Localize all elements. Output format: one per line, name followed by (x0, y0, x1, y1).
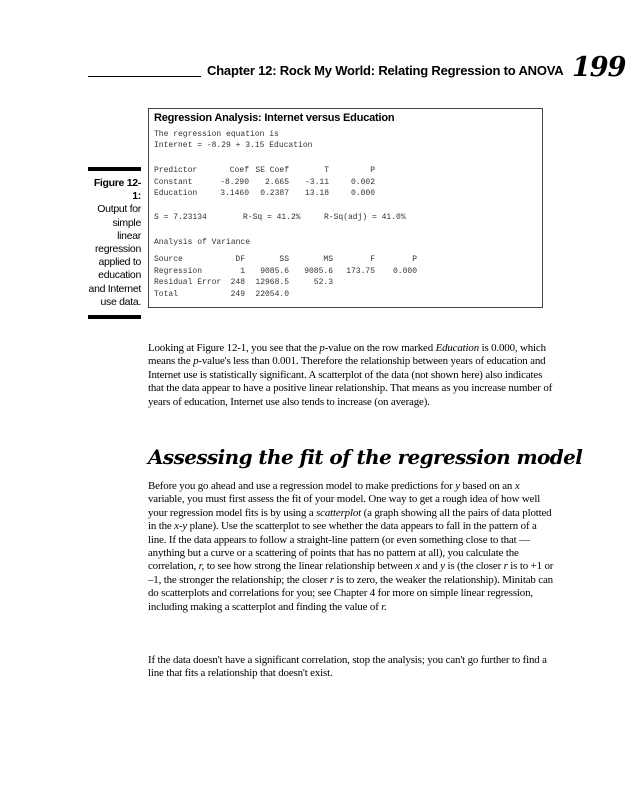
regression-equation: Internet = -8.29 + 3.15 Education (154, 141, 313, 150)
italic-run: y (440, 560, 445, 573)
table-cell: 3.1460 (220, 189, 249, 198)
paragraph-stop-analysis: If the data doesn't have a significant correlation, stop the analysis; you can't go further to find a line that fits a relationship that doesn't exist. (148, 654, 547, 680)
table-cell: 13.18 (304, 189, 329, 198)
table-cell: 248 (230, 278, 245, 287)
table-cell: 2.665 (264, 178, 289, 187)
table-cell: 249 (230, 290, 245, 299)
table-cell: -8.290 (220, 178, 249, 187)
table-cell: 0.000 (350, 189, 375, 198)
figure-title: Regression Analysis: Internet versus Education (154, 112, 395, 124)
figure-caption (88, 167, 141, 319)
table-cell: 0.2387 (260, 189, 289, 198)
paragraph-fit-assessment (148, 480, 555, 614)
df-header: DF (235, 255, 245, 264)
table-cell: 173.75 (346, 267, 375, 276)
table-cell: Regression (154, 267, 203, 276)
italic-run: scatterplot (316, 506, 362, 519)
text-run: to see how strong the linear relationship between (204, 560, 416, 573)
text-run: Before you go ahead and use a regression model to make predictions for (148, 480, 456, 492)
text-run: based on an (459, 480, 515, 492)
p-header: P (412, 255, 417, 264)
text-run: Looking at Figure 12-1, you see that the (148, 342, 320, 354)
p-header: P (370, 166, 375, 175)
text-run: is 0.000, which means the (148, 342, 546, 368)
italic-run: x (415, 560, 420, 573)
table-cell: Total (154, 290, 179, 299)
table-cell: Residual Error (154, 278, 222, 287)
italic-run: y (455, 480, 460, 492)
table-cell: 0.002 (350, 178, 375, 187)
table-cell: 0.000 (392, 267, 417, 276)
text-run: is to +1 or –1, the stronger the relationship; the closer (148, 560, 554, 586)
table-cell: 22054.0 (255, 290, 289, 299)
table-cell: 9085.6 (304, 267, 333, 276)
italic-run: p (319, 342, 325, 354)
italic-run: p (193, 355, 199, 368)
regression-output-figure (148, 108, 543, 308)
table-cell: -3.11 (304, 178, 329, 187)
text-run: is (the closer (444, 560, 504, 573)
r-sq-adj-value: R-Sq(adj) = 41.0% (324, 213, 406, 222)
f-header: F (370, 255, 375, 264)
italic-run: r, (198, 560, 205, 573)
ss-header: SS (279, 255, 289, 264)
italic-run: x (514, 480, 520, 492)
text-run: (a graph showing all the pairs of data plotted in the (148, 506, 552, 533)
italic-run: Education (435, 342, 479, 354)
table-cell: 52.3 (313, 278, 333, 287)
caption-label: Figure 12-1: (93, 177, 141, 203)
italic-run: x-y (174, 520, 188, 533)
caption-text: Output for simple linear regression applied to education and Internet use data. (88, 203, 141, 308)
predictor-header: Predictor (154, 166, 198, 175)
text-run: -value's less than 0.001. Therefore the relationship between years of education and Internet use is statistically significant. A scatterplot of the data (not shown here) also indicates that the data appear to have a positive linear relationship. That means as you increase number of years of education, Internet use also tends to increase (on average). (148, 355, 553, 408)
r-sq-value: R-Sq = 41.2% (243, 213, 301, 222)
text-run: is to zero, the weaker the relationship). Minitab can do scatterplots and correlations for you; see Chapter 4 for more on simple linear regression, including making a scatterplot and finding the value of (148, 573, 553, 613)
table-cell: Education (154, 189, 198, 198)
table-cell: 9085.6 (260, 267, 289, 276)
text-run: plane). Use the scatterplot to see whether the data appears to fall in the pattern of a line. If the data appears to follow a straight-line pattern (or even something close to that — anything but a curve or a scattering of points that has no pattern at all), you calculate the correlation, (148, 520, 537, 573)
page-number: 199 (572, 52, 626, 83)
se-coef-header: SE Coef (255, 166, 289, 175)
text-run: -value on the row marked (324, 342, 436, 354)
table-cell: 12968.5 (255, 278, 289, 287)
caption-bottom-bar (88, 315, 141, 319)
table-cell: Constant (154, 178, 193, 187)
coef-header: Coef (229, 166, 249, 175)
anova-title: Analysis of Variance (154, 238, 251, 247)
ms-header: MS (323, 255, 333, 264)
equation-intro: The regression equation is (154, 130, 279, 139)
source-header: Source (154, 255, 183, 264)
table-cell: 1 (240, 267, 245, 276)
text-run: and (419, 560, 441, 573)
italic-run: r (329, 573, 334, 586)
header-rule (88, 76, 201, 77)
italic-run: r (503, 560, 508, 573)
italic-run: r. (381, 600, 387, 613)
s-value: S = 7.23134 (154, 213, 207, 222)
caption-top-bar (88, 167, 141, 171)
running-head: Chapter 12: Rock My World: Relating Regression to ANOVA (207, 63, 564, 78)
section-heading: Assessing the fit of the regression model (148, 445, 583, 469)
paragraph-figure-discussion (148, 342, 555, 409)
t-header: T (324, 166, 329, 175)
text-run: variable, you must first assess the fit of your model. One way to get a rough idea of how well your regression model fits is by using a (148, 493, 541, 519)
